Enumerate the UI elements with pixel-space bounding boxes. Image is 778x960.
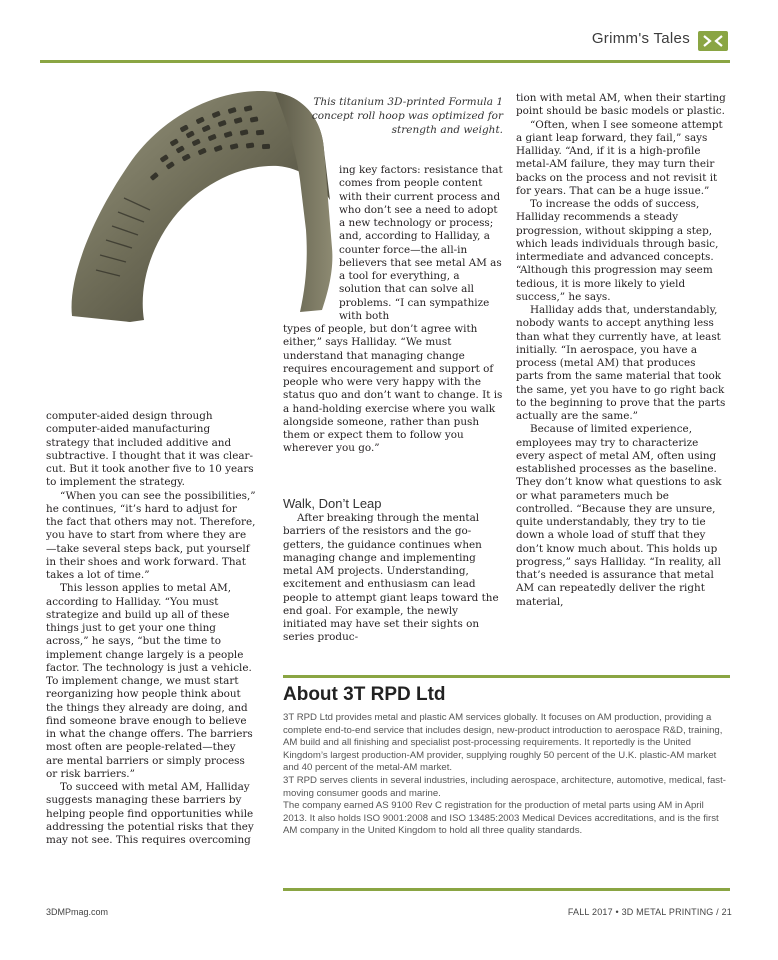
footer-website: 3DMPmag.com <box>46 907 109 917</box>
paragraph: “Often, when I see someone attempt a giant leap forward, they fail,” says Halliday. “And, if it is a high-profile metal-AM failure, they may turn their backs on the process and not revisit it for years. That can be a huge issue.” <box>516 118 723 197</box>
middle-column-wide <box>283 323 505 456</box>
paragraph: Because of limited experience, employees may try to characterize every aspect of metal AM, often using established processes as the baseline. They don’t know what questions to ask or what parameters much be controlled. “Because they are unsure, quite understandably, they try to tie down a whole load of stuff that they don’t know much about. This holds up progress,” says Halliday. “In reality, all that’s needed is assurance that metal AM can repeatedly deliver the right material, <box>516 423 722 608</box>
about-rule-top <box>283 675 730 678</box>
right-column <box>516 92 726 609</box>
left-column <box>46 410 256 847</box>
about-paragraph: 3T RPD serves clients in several industries, including aerospace, architecture, automotive, medical, fast-moving consumer goods and marine. <box>283 774 726 799</box>
paragraph: To increase the odds of success, Halliday recommends a steady progression, without skipping a step, which leads individuals through basic, intermediate and advanced concepts. “Although this progression may seem tedious, it is more likely to yield success,” he says. <box>516 198 719 303</box>
roll-hoop-image <box>60 80 350 325</box>
about-paragraph: The company earned AS 9100 Rev C registration for the production of metal parts using AM in April 2013. It also holds ISO 9001:2008 and ISO 13485:2003 Medical Devices accreditations, and is the first AM company in the United Kingdom to hold all three quality standards. <box>283 800 719 837</box>
footer-issue: FALL 2017 • 3D METAL PRINTING / 21 <box>567 907 732 917</box>
about-title: About 3T RPD Ltd <box>283 684 446 705</box>
about-paragraph: 3T RPD Ltd provides metal and plastic AM services globally. It focuses on AM production, providing a complete end-to-end service that includes design, new-product introduction to aerospace R&D, training, AM build and all finishing and specialist post-processing requirements. It reportedly is the United Kingdom’s largest production-AM provider, supplying roughly 50 percent of the U.K. plastic-AM market and 40 percent of the metal-AM market. <box>283 712 723 774</box>
header-rule <box>40 60 730 63</box>
paragraph: types of people, but don’t agree with either,” says Halliday. “We must understand that managing change requires encouragement and support of people who were very happy with the status quo and don’t want to change. It is a hand-holding exercise where you walk alongside someone, rather than push them or expect them to follow you wherever you go.” <box>283 323 503 455</box>
paragraph: This lesson applies to metal AM, according to Halliday. “You must strategize and build up all of these things just to get your one thing across,” he says, “but the time to implement change largely is a people factor. The technology is just a vehicle. To implement change, we must start reorganizing how people think about the things they already are doing, and find someone brave enough to believe in what the change offers. The barriers most often are people-related—they are mental barriers or simply process or risk barriers.” <box>46 582 253 780</box>
about-rule-bottom <box>283 888 730 891</box>
arrows-icon <box>698 31 728 51</box>
paragraph: To succeed with metal AM, Halliday suggests managing these barriers by helping people find opportunities while addressing the potential risks that they may not see. This requires overcoming <box>46 781 254 846</box>
middle-column-top <box>339 164 504 323</box>
section-heading: Walk, Don’t Leap <box>283 496 382 511</box>
paragraph: computer-aided design through computer-aided manufacturing strategy that included additive and subtractive. I thought that it was clear-cut. But it took another five to 10 years to implement the strategy. <box>46 410 254 489</box>
paragraph: Halliday adds that, understandably, nobody wants to accept anything less than what they currently have, at least initially. “In aerospace, you have a process (metal AM) that produces parts from the same material that took the same, yet you have to go right back to the beginning to prove that the parts actually are the same.” <box>516 304 726 422</box>
image-caption: This titanium 3D-printed Formula 1 concept roll hoop was optimized for strength and weight. <box>311 96 503 136</box>
paragraph: tion with metal AM, when their starting point should be basic models or plastic. <box>516 92 726 118</box>
paragraph: ing key factors: resistance that comes from people content with their current process and who don’t see a need to adopt a new technology or process; and, according to Halliday, a counter force—the all-in believers that see metal AM as a tool for everything, a solution that can solve all problems. “I can sympathize with both <box>339 164 503 322</box>
about-text <box>283 712 730 838</box>
middle-column-bottom <box>283 512 505 645</box>
paragraph: “When you can see the possibilities,” he continues, “it’s hard to adjust for the fact that others may not. Therefore, you have to start from where they are—take several steps back, put yourself in their shoes and work forward. That takes a lot of time.” <box>46 489 256 581</box>
paragraph: After breaking through the mental barriers of the resistors and the go-getters, the guidance continues when managing change and implementing metal AM projects. Understanding, excitement and enthusiasm can lead people to attempt giant leaps toward the end goal. For example, the newly initiated may have set their sights on series produc- <box>283 512 499 644</box>
section-title: Grimm's Tales <box>591 30 690 47</box>
